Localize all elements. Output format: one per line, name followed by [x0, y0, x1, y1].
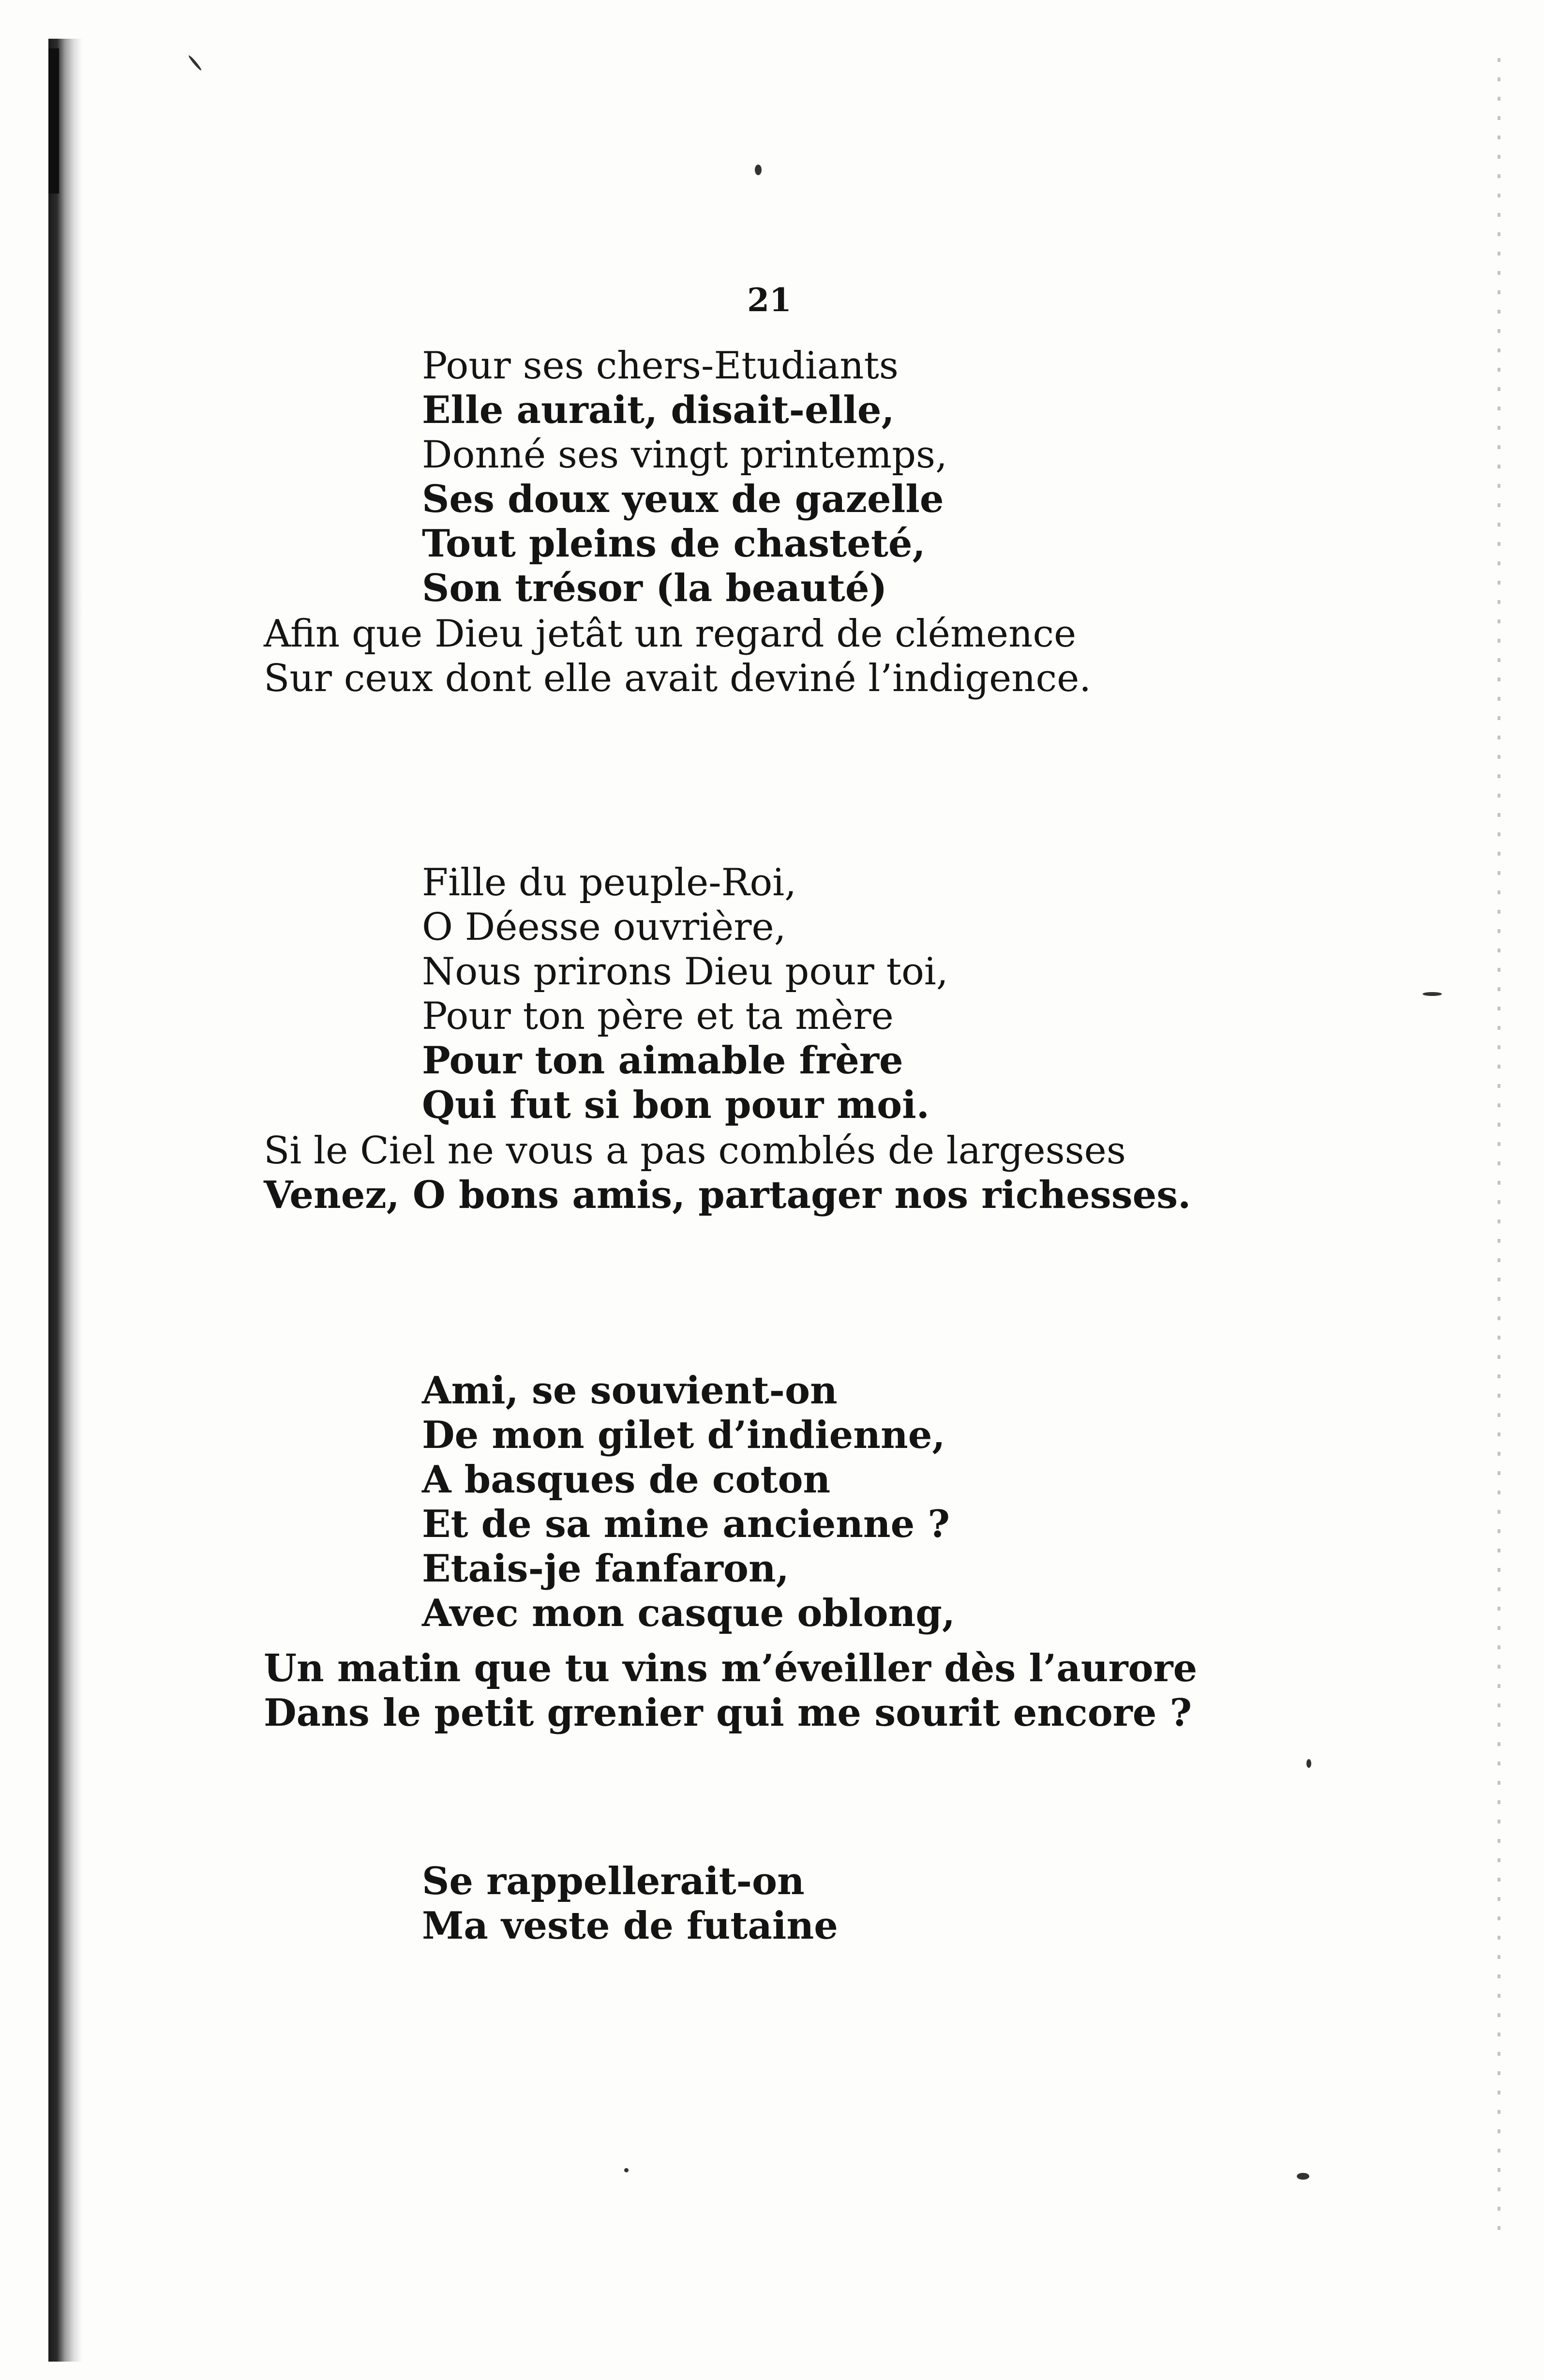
- refrain-line: Venez, O bons amis, partager nos richesses.: [264, 1173, 1191, 1217]
- verse-line: Se rappellerait-on: [422, 1859, 805, 1903]
- print-speck: [1306, 1759, 1311, 1768]
- verse-line: Avec mon casque oblong,: [422, 1591, 955, 1635]
- verse-line: Pour ses chers-Etudiants: [422, 344, 899, 388]
- verse-line: Elle aurait, disait-elle,: [422, 388, 895, 432]
- verse-line: Ma veste de futaine: [422, 1904, 838, 1948]
- refrain-line: Si le Ciel ne vous a pas comblés de largesses: [264, 1129, 1126, 1173]
- verse-line: Ami, se souvient-on: [422, 1369, 838, 1413]
- refrain-line: Dans le petit grenier qui me sourit encore ?: [264, 1691, 1192, 1735]
- refrain-line: Sur ceux dont elle avait deviné l’indigence.: [264, 657, 1092, 700]
- verse-line: Tout pleins de chasteté,: [422, 522, 926, 566]
- page-edge: [1498, 58, 1500, 2236]
- verse-line: Fille du peuple-Roi,: [422, 861, 797, 904]
- verse-line: Nous prirons Dieu pour toi,: [422, 950, 948, 994]
- verse-line: Ses doux yeux de gazelle: [422, 477, 944, 521]
- verse-line: Etais-je fanfaron,: [422, 1547, 789, 1591]
- verse-line: Pour ton père et ta mère: [422, 994, 894, 1038]
- verse-line: Son trésor (la beauté): [422, 566, 887, 610]
- print-speck: [1297, 2173, 1309, 2180]
- verse-line: De mon gilet d’indienne,: [422, 1413, 945, 1457]
- verse-line: O Déesse ouvrière,: [422, 905, 786, 949]
- print-speck: [188, 55, 202, 71]
- print-speck: [755, 165, 762, 175]
- refrain-line: Un matin que tu vins m’éveiller dès l’aurore: [264, 1646, 1198, 1690]
- print-speck: [1423, 992, 1442, 996]
- verse-line: Qui fut si bon pour moi.: [422, 1083, 929, 1127]
- verse-line: Et de sa mine ancienne ?: [422, 1502, 950, 1546]
- binding-edge: [48, 39, 82, 2362]
- verse-line: A basques de coton: [422, 1458, 831, 1502]
- refrain-line: Afin que Dieu jetât un regard de clémence: [264, 612, 1077, 656]
- print-speck: [624, 2168, 629, 2172]
- verse-line: Donné ses vingt printemps,: [422, 433, 947, 477]
- verse-line: Pour ton aimable frère: [422, 1039, 903, 1083]
- binding-shadow: [48, 48, 59, 194]
- page-number: 21: [747, 281, 792, 319]
